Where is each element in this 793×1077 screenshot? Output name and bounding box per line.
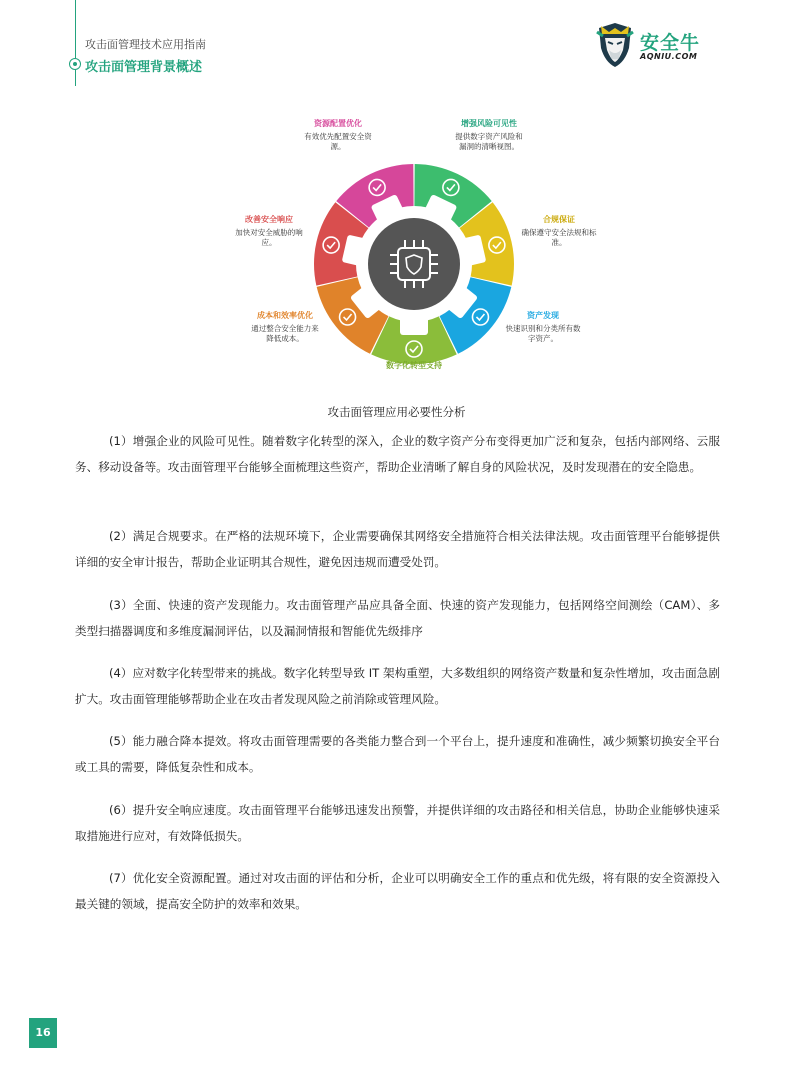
segment-title: 资产发现 (527, 311, 559, 320)
label-risk-visibility (434, 118, 544, 152)
segment-desc: 通过整合安全能力来降低成本。 (251, 324, 319, 344)
label-compliance (504, 214, 614, 248)
section-title: 攻击面管理背景概述 (85, 60, 203, 75)
label-resource-allocation (283, 118, 393, 152)
label-asset-discovery (488, 310, 598, 344)
segment-title: 成本和效率优化 (257, 311, 313, 320)
segment-title: 改善安全响应 (245, 215, 293, 224)
paragraph-5: (5）能力融合降本提效。将攻击面管理需要的各类能力整合到一个平台上，提升速度和准确性，减少频繁切换安全平台或工具的需要，降低复杂性和成本。 (75, 734, 720, 774)
label-cost-efficiency (230, 310, 340, 344)
paragraph-2: (2）满足合规要求。在严格的法规环境下，企业需要确保其网络安全措施符合相关法律法规。攻击面管理平台能够提供详细的安全审计报告，帮助企业证明其合规性，避免因违规而遭受处罚。 (75, 529, 720, 569)
page-number: 16 (29, 1018, 57, 1048)
segment-desc: 快速识别和分类所有数字资产。 (505, 324, 581, 344)
center-hub (368, 218, 460, 310)
paragraph-7: (7）优化安全资源配置。通过对攻击面的评估和分析，企业可以明确安全工作的重点和优先级，将有限的安全资源投入最关键的领域，提高安全防护的效率和效果。 (75, 871, 720, 911)
figure-caption: 攻击面管理应用必要性分析 (327, 405, 466, 419)
segment-title: 增强风险可见性 (461, 119, 517, 128)
segment-tab (400, 317, 428, 335)
paragraph-4: (4）应对数字化转型带来的挑战。数字化转型导致 IT 架构重塑，大多数组织的网络资产数量和复杂性增加，攻击面急剧扩大。攻击面管理能够帮助企业在攻击者发现风险之前消除或管理风险。 (75, 666, 720, 706)
segment-desc: 提供数字资产风险和漏洞的清晰视图。 (455, 132, 523, 152)
segment-title: 资源配置优化 (314, 119, 362, 128)
label-digital-transformation (359, 360, 469, 374)
segment-title: 合规保证 (543, 215, 575, 224)
logo-cn-text: 安全牛 (640, 32, 701, 54)
label-security-response (214, 214, 324, 248)
paragraph-3: (3）全面、快速的资产发现能力。攻击面管理产品应具备全面、快速的资产发现能力，包括网络空间测绘（CAM）、多类型扫描器调度和多维度漏洞评估，以及漏洞情报和智能优先级排序 (75, 598, 720, 638)
paragraph-1: (1）增强企业的风险可见性。随着数字化转型的深入，企业的数字资产分布变得更加广泛和复杂，包括内部网络、云服务、移动设备等。攻击面管理平台能够全面梳理这些资产，帮助企业清晰了解自身的风险状况，及时发现潜在的安全隐患。 (75, 434, 720, 474)
necessity-diagram (0, 0, 793, 400)
segment-desc: 有效优先配置安全资源。 (304, 132, 372, 152)
segment-wheel (0, 0, 793, 400)
logo-en-text: AQNIU.COM (640, 52, 698, 61)
document-title: 攻击面管理技术应用指南 (85, 38, 206, 51)
segment-desc: 确保遵守安全法规和标准。 (521, 228, 597, 248)
paragraph-6: (6）提升安全响应速度。攻击面管理平台能够迅速发出预警，并提供详细的攻击路径和相关信息，协助企业能够快速采取措施进行应对，有效降低损失。 (75, 803, 720, 843)
segment-title: 数字化转型支持 (386, 361, 442, 370)
segment-desc: 加快对安全威胁的响应。 (235, 228, 303, 248)
